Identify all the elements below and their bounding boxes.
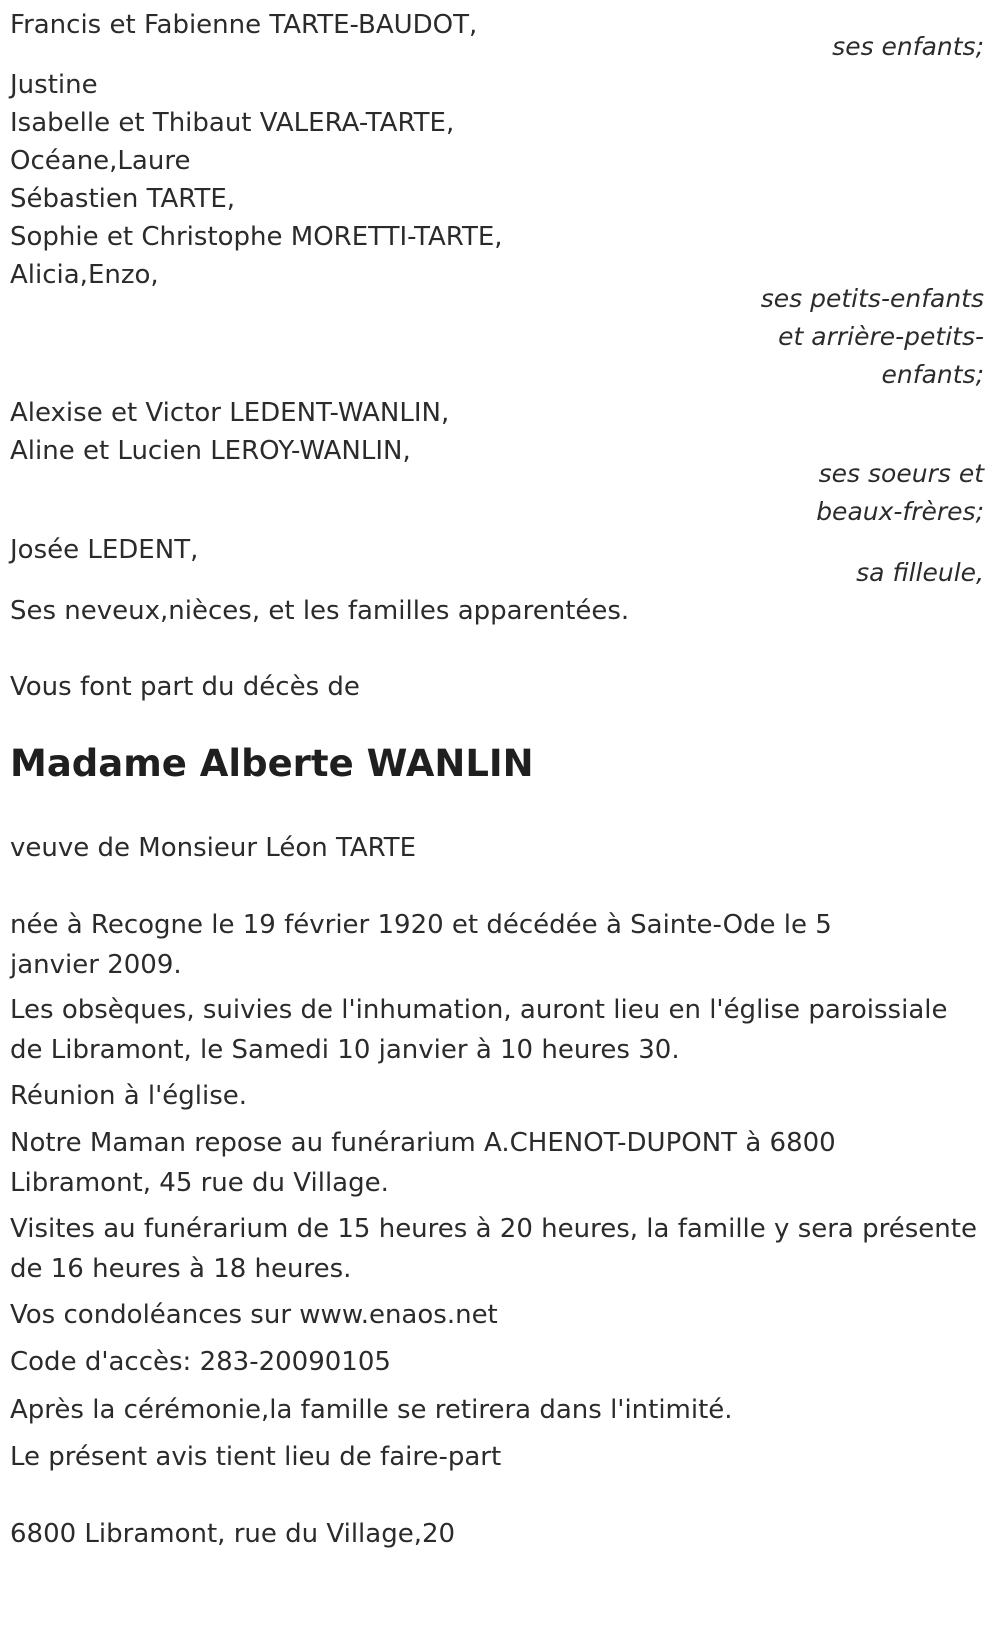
meeting-text: Réunion à l'église. (10, 1081, 248, 1111)
goddaughter-name: Josée LEDENT, (10, 535, 199, 565)
children-role: ses enfants; (832, 32, 984, 61)
grandchild-line: Océane,Laure (10, 146, 191, 176)
siblings-role: ses soeurs et (818, 459, 984, 488)
grandchildren-role: ses petits-enfants (760, 284, 984, 313)
grandchild-line: Justine (10, 70, 98, 100)
resting-place: Notre Maman repose au funérarium A.CHENOT-DUPONT à 6800 Libramont, 45 rue du Village. (10, 1128, 836, 1198)
visiting-hours: Visites au funérarium de 15 heures à 20 heures, la famille y sera présente de 16 heures à 18 heures. (10, 1214, 977, 1284)
after-ceremony-text: Après la cérémonie,la famille se retirera dans l'intimité. (10, 1395, 733, 1425)
funeral-details: Les obsèques, suivies de l'inhumation, auront lieu en l'église paroissiale de Libramont, le Samedi 10 janvier à 10 heures 30. (10, 995, 948, 1065)
deceased-name: Madame Alberte WANLIN (10, 742, 534, 785)
siblings-role: beaux-frères; (816, 497, 984, 526)
extended-family: Ses neveux,nièces, et les familles apparentées. (10, 596, 630, 626)
grandchild-line: Isabelle et Thibaut VALERA-TARTE, (10, 108, 455, 138)
access-code: Code d'accès: 283-20090105 (10, 1347, 391, 1377)
birth-death-dates: née à Recogne le 19 février 1920 et décédée à Sainte-Ode le 5 janvier 2009. (10, 910, 832, 980)
grandchild-line: Sébastien TARTE, (10, 184, 236, 214)
grandchild-line: Alicia,Enzo, (10, 260, 159, 290)
condolences-text: Vos condoléances sur www.enaos.net (10, 1300, 498, 1330)
widow-of: veuve de Monsieur Léon TARTE (10, 833, 417, 863)
grandchildren-role: et arrière-petits- (778, 322, 984, 351)
sibling-line: Aline et Lucien LEROY-WANLIN, (10, 436, 411, 466)
grandchild-line: Sophie et Christophe MORETTI-TARTE, (10, 222, 503, 252)
notice-text: Le présent avis tient lieu de faire-part (10, 1442, 502, 1472)
goddaughter-role: sa filleule, (856, 558, 984, 587)
sibling-line: Alexise et Victor LEDENT-WANLIN, (10, 398, 450, 428)
children-names: Francis et Fabienne TARTE-BAUDOT, (10, 10, 478, 40)
intro-text: Vous font part du décès de (10, 672, 360, 702)
family-address: 6800 Libramont, rue du Village,20 (10, 1519, 456, 1549)
grandchildren-role: enfants; (881, 360, 984, 389)
